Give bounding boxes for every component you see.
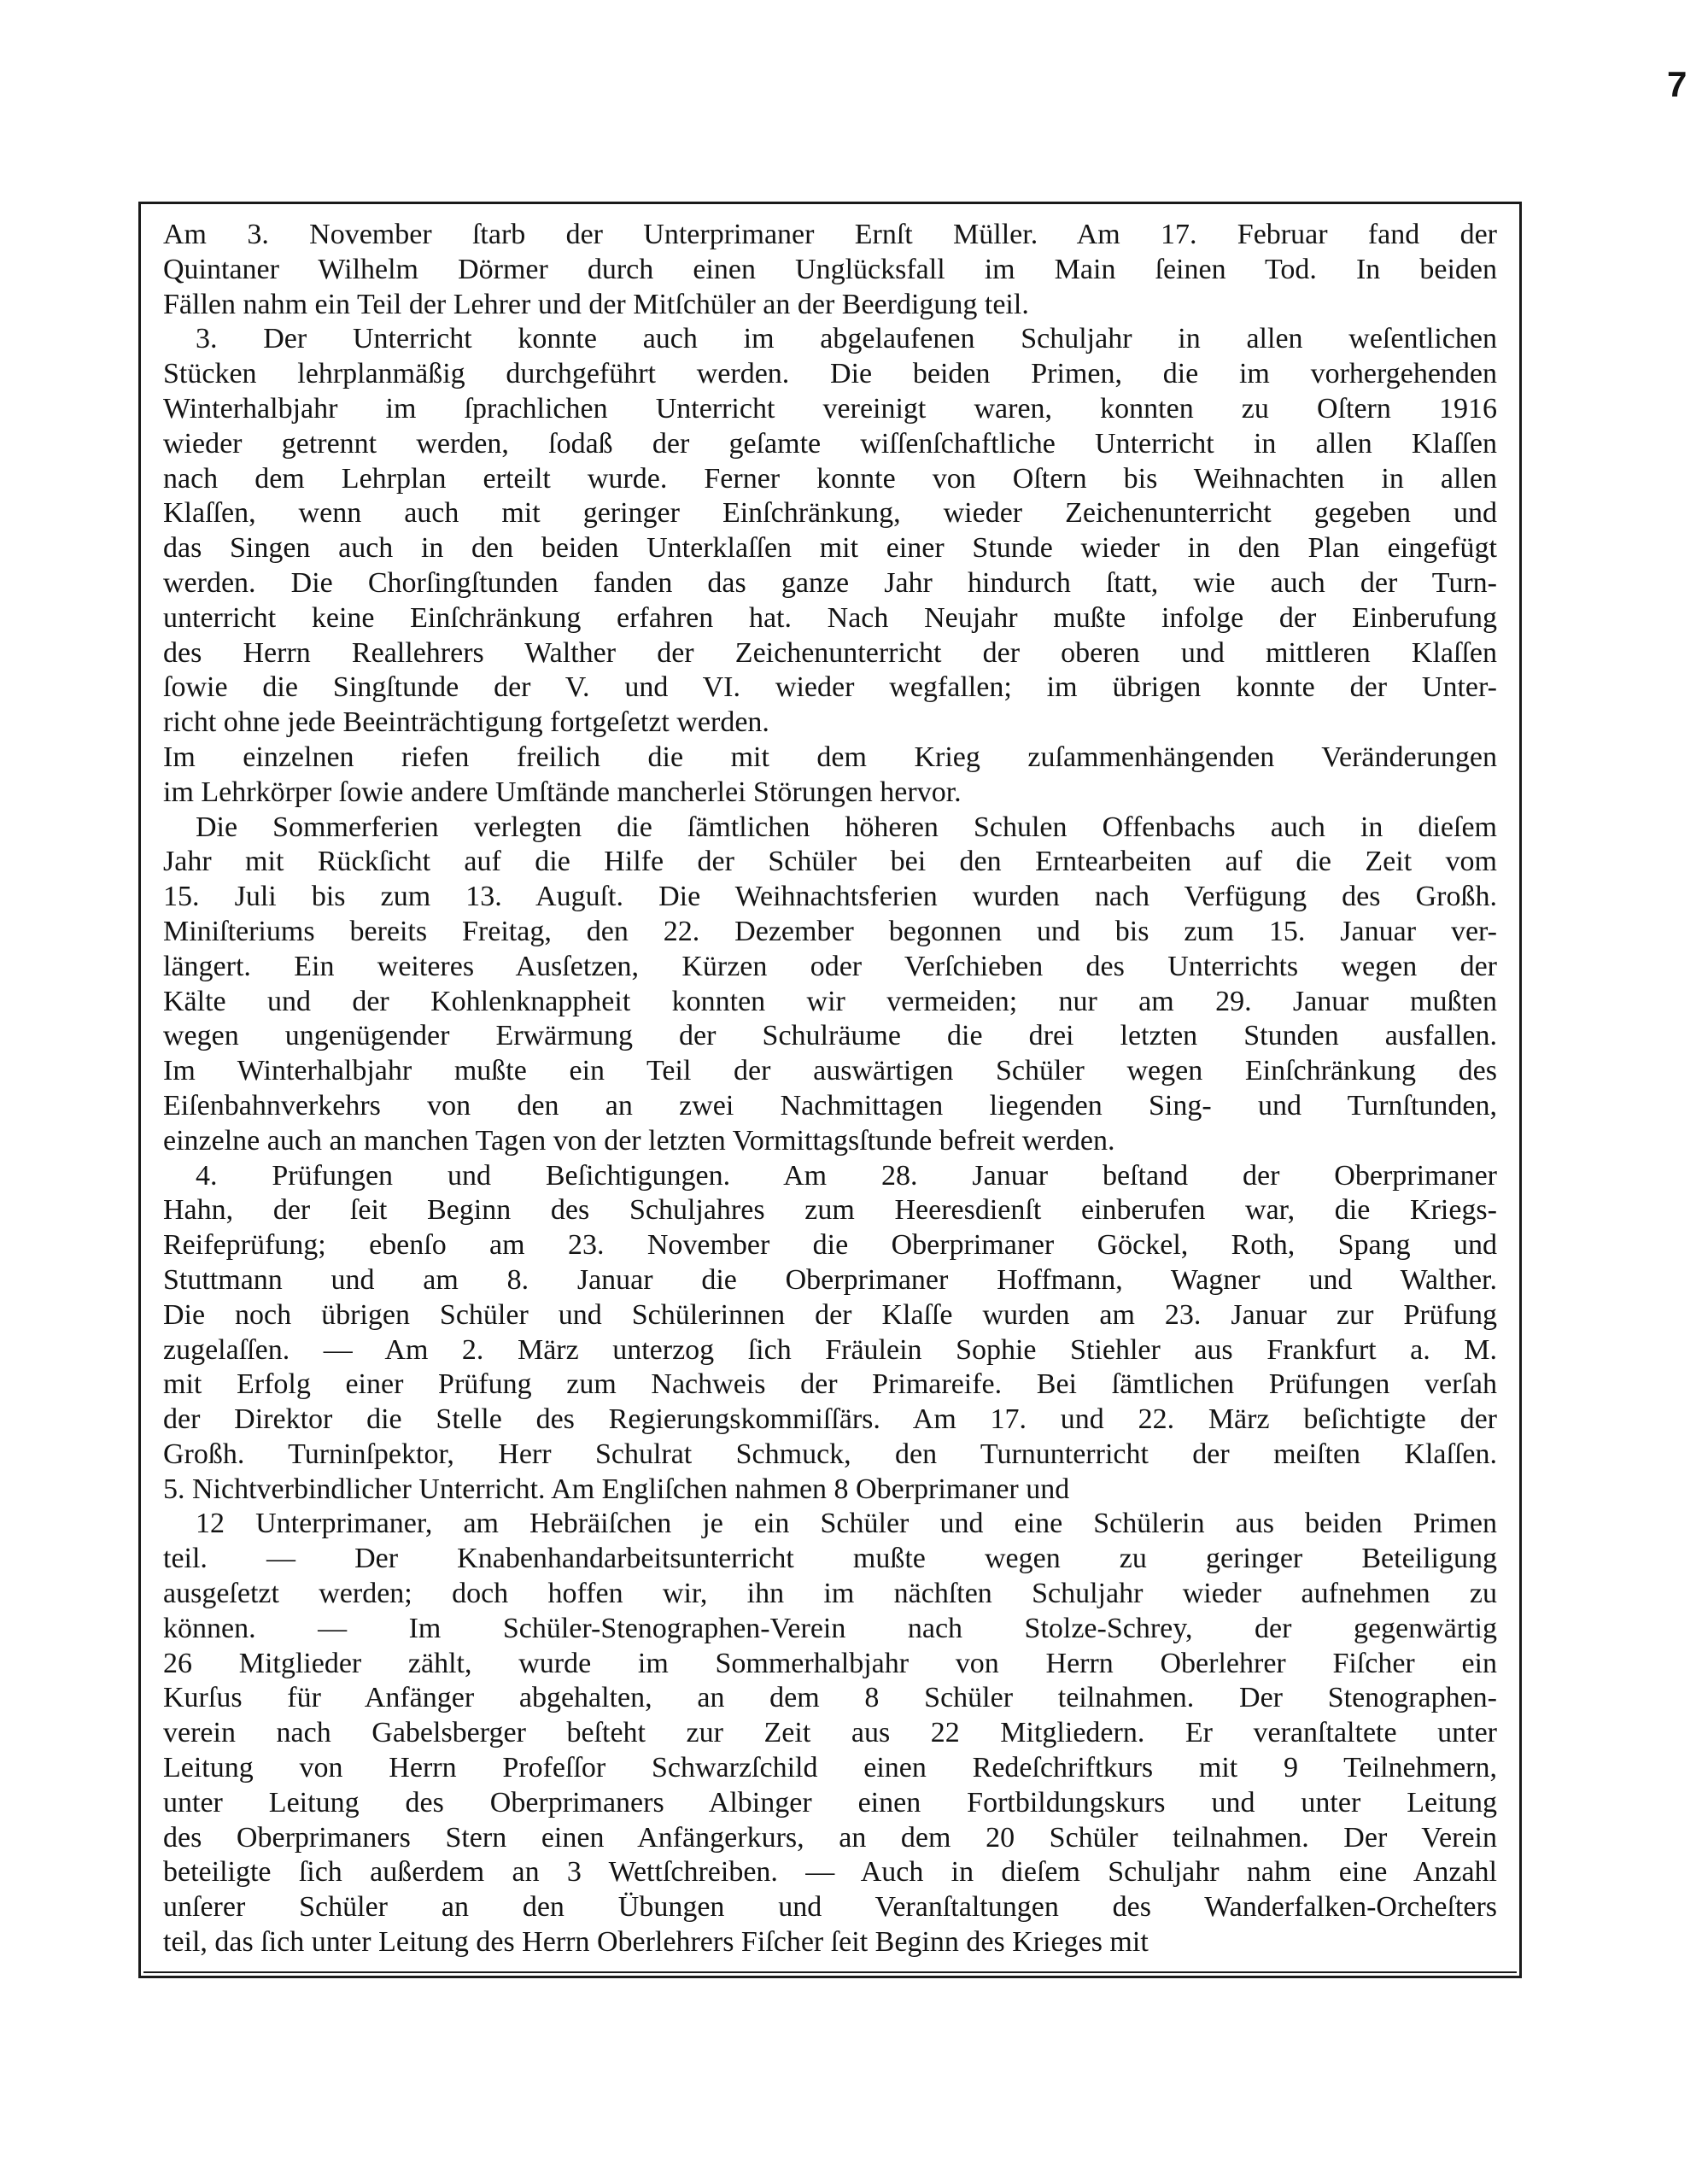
- text-line: des Oberprimaners Stern einen Anfängerkurs, an dem 20 Schüler teilnahmen. Der Verein: [163, 1821, 1497, 1854]
- text-line: 26 Mitglieder zählt, wurde im Sommerhalbjahr von Herrn Oberlehrer Fiſcher ein: [163, 1647, 1497, 1679]
- text-line: teil, das ſich unter Leitung des Herrn Oberlehrers Fiſcher ſeit Beginn des Krieges mit: [163, 1926, 1149, 1959]
- text-line: Am 3. November ſtarb der Unterprimaner Ernſt Müller. Am 17. Februar fand der: [163, 219, 1497, 250]
- text-line: im Lehrkörper ſowie andere Umſtände mancherlei Störungen hervor.: [163, 776, 962, 808]
- text-line: Quintaner Wilhelm Dörmer durch einen Unglücksfall im Main ſeinen Tod. In beiden: [163, 253, 1497, 285]
- text-line: können. — Im Schüler-Stenographen-Verein nach Stolze-Schrey, der gegenwärtig: [163, 1612, 1497, 1644]
- text-line: Reifeprüfung; ebenſo am 23. November die Oberprimaner Göckel, Roth, Spang und: [163, 1229, 1497, 1262]
- text-line: Miniſteriums bereits Freitag, den 22. Dezember begonnen und bis zum 15. Januar ver-: [163, 915, 1497, 947]
- text-line: wegen ungenügender Erwärmung der Schulräume die drei letzten Stunden ausfallen.: [163, 1020, 1497, 1052]
- text-line: 3. Der Unterricht konnte auch im abgelaufenen Schuljahr in allen weſentlichen: [196, 323, 1497, 355]
- text-line: Kälte und der Kohlenknappheit konnten wir vermeiden; nur am 29. Januar mußten: [163, 985, 1497, 1017]
- text-line: mit Erfolg einer Prüfung zum Nachweis der Primareife. Bei ſämtlichen Prüfungen verſah: [163, 1368, 1497, 1401]
- text-line: längert. Ein weiteres Ausſetzen, Kürzen oder Verſchieben des Unterrichts wegen der: [163, 950, 1497, 982]
- text-line: Kurſus für Anfänger abgehalten, an dem 8 Schüler teilnahmen. Der Stenographen-: [163, 1682, 1497, 1714]
- text-line: Die noch übrigen Schüler und Schülerinnen der Klaſſe wurden am 23. Januar zur Prüfung: [163, 1298, 1497, 1331]
- text-frame: [138, 202, 1522, 1978]
- text-line: der Direktor die Stelle des Regierungskommiſſärs. Am 17. und 22. März beſichtigte der: [163, 1403, 1497, 1436]
- text-line: 4. Prüfungen und Beſichtigungen. Am 28. Januar beſtand der Oberprimaner: [196, 1159, 1497, 1192]
- text-line: Fällen nahm ein Teil der Lehrer und der Mitſchüler an der Beerdigung teil.: [163, 288, 1029, 320]
- text-line: Stuttmann und am 8. Januar die Oberprimaner Hoffmann, Wagner und Walther.: [163, 1263, 1497, 1296]
- text-line: unterricht keine Einſchränkung erfahren hat. Nach Neujahr mußte infolge der Einberufung: [163, 601, 1497, 634]
- text-line: des Herrn Reallehrers Walther der Zeichenunterricht der oberen und mittleren Klaſſen: [163, 636, 1497, 669]
- text-line: Winterhalbjahr im ſprachlichen Unterricht vereinigt waren, konnten zu Oſtern 1916: [163, 392, 1497, 425]
- text-line: ausgeſetzt werden; doch hoffen wir, ihn im nächſten Schuljahr wieder aufnehmen zu: [163, 1578, 1497, 1610]
- text-line: das Singen auch in den beiden Unterklaſſen mit einer Stunde wieder in den Plan eingefügt: [163, 532, 1497, 565]
- text-line: ſowie die Singſtunde der V. und VI. wieder wegfallen; im übrigen konnte der Unter-: [163, 671, 1497, 704]
- page-number: 7: [1667, 64, 1688, 104]
- text-line: Im Winterhalbjahr mußte ein Teil der auswärtigen Schüler wegen Einſchränkung des: [163, 1055, 1497, 1087]
- text-line: unſerer Schüler an den Übungen und Veranſtaltungen des Wanderfalken-Orcheſters: [163, 1891, 1497, 1924]
- text-line: 12 Unterprimaner, am Hebräiſchen je ein Schüler und eine Schülerin aus beiden Primen: [196, 1508, 1497, 1540]
- text-line: Stücken lehrplanmäßig durchgeführt werden. Die beiden Primen, die im vorhergehenden: [163, 358, 1497, 390]
- text-line: Die Sommerferien verlegten die ſämtlichen höheren Schulen Offenbachs auch in dieſem: [196, 811, 1497, 843]
- text-line: werden. Die Chorſingſtunden fanden das ganze Jahr hindurch ſtatt, wie auch der Turn-: [163, 566, 1497, 599]
- text-line: Großh. Turninſpektor, Herr Schulrat Schmuck, den Turnunterricht der meiſten Klaſſen.: [163, 1438, 1497, 1470]
- text-line: Im einzelnen riefen freilich die mit dem Krieg zuſammenhängenden Veränderungen: [163, 741, 1497, 773]
- text-line: richt ohne jede Beeinträchtigung fortgeſetzt werden.: [163, 706, 769, 739]
- text-line: Leitung von Herrn Profeſſor Schwarzſchild einen Redeſchriftkurs mit 9 Teilnehmern,: [163, 1752, 1497, 1784]
- text-line: unter Leitung des Oberprimaners Albinger einen Fortbildungskurs und unter Leitung: [163, 1786, 1497, 1819]
- text-line: 15. Juli bis zum 13. Auguſt. Die Weihnachtsferien wurden nach Verfügung des Großh.: [163, 881, 1497, 913]
- text-line: 5. Nichtverbindlicher Unterricht. Am Engliſchen nahmen 8 Oberprimaner und: [163, 1473, 1070, 1505]
- text-line: Hahn, der ſeit Beginn des Schuljahres zum Heeresdienſt einberufen war, die Kriegs-: [163, 1194, 1497, 1227]
- text-line: einzelne auch an manchen Tagen von der letzten Vormittagsſtunde befreit werden.: [163, 1124, 1115, 1157]
- text-line: Klaſſen, wenn auch mit geringer Einſchränkung, wieder Zeichenunterricht gegeben und: [163, 497, 1497, 530]
- text-line: beteiligte ſich außerdem an 3 Wettſchreiben. — Auch in dieſem Schuljahr nahm eine Anzahl: [163, 1856, 1497, 1889]
- text-line: nach dem Lehrplan erteilt wurde. Ferner konnte von Oſtern bis Weihnachten in allen: [163, 462, 1497, 495]
- text-line: zugelaſſen. — Am 2. März unterzog ſich Fräulein Sophie Stiehler aus Frankfurt a. M.: [163, 1333, 1497, 1366]
- body-text: [163, 218, 1497, 1960]
- text-line: Jahr mit Rückſicht auf die Hilfe der Schüler bei den Erntearbeiten auf die Zeit vom: [163, 846, 1497, 878]
- text-line: Eiſenbahnverkehrs von den an zwei Nachmittagen liegenden Sing- und Turnſtunden,: [163, 1089, 1497, 1122]
- text-line: verein nach Gabelsberger beſteht zur Zeit aus 22 Mitgliedern. Er veranſtaltete unter: [163, 1717, 1497, 1749]
- text-line: wieder getrennt werden, ſodaß der geſamte wiſſenſchaftliche Unterricht in allen Klaſſen: [163, 427, 1497, 460]
- text-line: teil. — Der Knabenhandarbeitsunterricht mußte wegen zu geringer Beteiligung: [163, 1543, 1497, 1575]
